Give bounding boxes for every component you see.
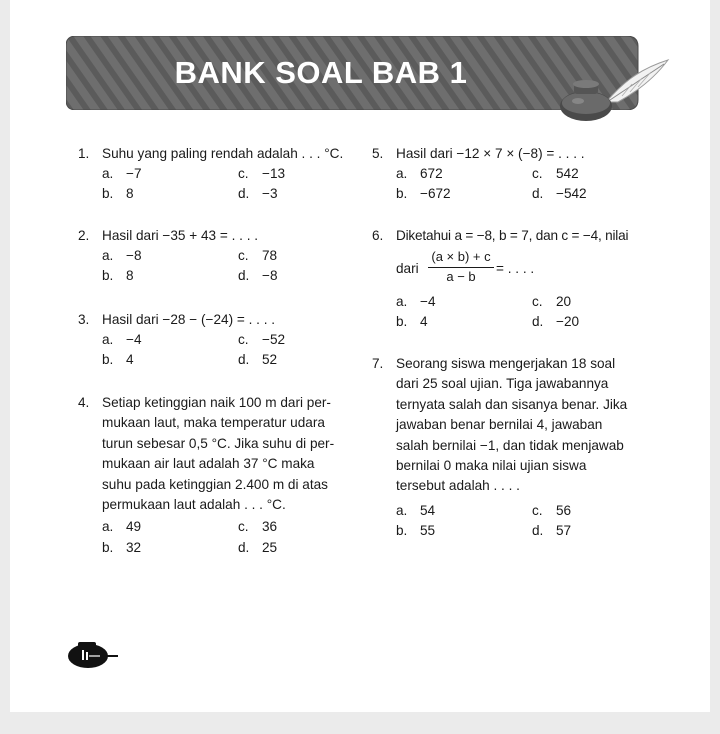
option-d[interactable] [238, 538, 277, 558]
option-value: −7 [126, 166, 142, 181]
option-value: 8 [126, 268, 134, 283]
question-number: 7. [372, 356, 384, 371]
text-line: turun sebesar 0,5 °C. Jika suhu di per- [102, 435, 335, 451]
option-b[interactable] [102, 184, 134, 204]
text-line: salah bernilai −1, dan tidak menjawab [396, 437, 624, 453]
text-line: suhu pada ketinggian 2.400 m di atas [102, 476, 328, 492]
option-b[interactable] [102, 538, 141, 558]
option-value: −672 [420, 186, 451, 201]
text-line: Seorang siswa mengerjakan 18 soal [396, 356, 616, 371]
text-line: mukaan laut, maka temperatur udara [102, 415, 325, 431]
option-letter: c. [532, 503, 543, 518]
question-number: 5. [372, 146, 384, 161]
banner-title: BANK SOAL BAB 1 [174, 55, 468, 90]
option-value: −20 [556, 314, 580, 329]
option-a[interactable] [102, 164, 142, 184]
text-line: ternyata salah dan sisanya benar. Jika [396, 396, 628, 412]
option-d[interactable] [238, 266, 278, 286]
option-letter: d. [532, 314, 544, 329]
dari-label: dari [396, 261, 419, 276]
option-value: −4 [420, 294, 436, 309]
text-line: Setiap ketinggian naik 100 m dari per- [102, 395, 331, 410]
text-line: permukaan laut adalah . . . °C. [102, 497, 286, 513]
option-value: 49 [126, 519, 142, 534]
option-a[interactable] [396, 164, 443, 184]
option-letter: a. [396, 294, 408, 309]
option-b[interactable] [102, 266, 134, 286]
option-letter: c. [238, 332, 249, 347]
option-letter: a. [396, 503, 408, 518]
option-a[interactable] [396, 501, 435, 521]
question-text: Hasil dari −28 − (−24) = . . . . [102, 312, 276, 327]
question-text [396, 354, 648, 497]
text-line: bernilai 0 maka nilai ujian siswa [396, 458, 587, 474]
option-value: 672 [420, 166, 443, 181]
fraction-numerator: (a × b) + c [431, 249, 491, 264]
option-value: 32 [126, 540, 142, 555]
option-value: 25 [262, 540, 278, 555]
option-a[interactable] [102, 330, 142, 350]
fraction-line [396, 248, 616, 290]
question-text: Suhu yang paling rendah adalah . . . °C. [102, 146, 344, 161]
option-letter: a. [102, 519, 114, 534]
option-letter: b. [396, 186, 408, 201]
option-value: −13 [262, 166, 286, 181]
option-letter: b. [102, 186, 114, 201]
inkpot-quill-icon [548, 56, 670, 122]
option-c[interactable] [238, 246, 277, 266]
option-c[interactable] [532, 292, 571, 312]
option-b[interactable] [102, 350, 134, 370]
option-value: −52 [262, 332, 286, 347]
option-c[interactable] [238, 517, 277, 537]
option-letter: c. [532, 166, 543, 181]
text-line: jawaban benar bernilai 4, jawaban [396, 417, 603, 433]
option-letter: a. [102, 166, 114, 181]
option-letter: d. [238, 268, 250, 283]
option-value: −8 [262, 268, 278, 283]
option-value: −8 [126, 248, 142, 263]
option-letter: b. [102, 352, 114, 367]
option-a[interactable] [102, 246, 142, 266]
option-d[interactable] [532, 521, 571, 541]
option-letter: c. [238, 248, 249, 263]
option-value: 4 [420, 314, 428, 329]
option-c[interactable] [238, 330, 285, 350]
option-a[interactable] [102, 517, 141, 537]
option-value: 57 [556, 523, 572, 538]
pot-sign-icon [66, 640, 120, 670]
question-number: 3. [78, 312, 90, 327]
option-d[interactable] [238, 350, 277, 370]
option-letter: b. [102, 540, 114, 555]
question-text [102, 393, 350, 515]
option-value: 8 [126, 186, 134, 201]
question-text: Diketahui a = −8, b = 7, dan c = −4, nilai [396, 228, 629, 243]
question-number: 2. [78, 228, 90, 243]
option-value: 20 [556, 294, 572, 309]
option-d[interactable] [532, 184, 587, 204]
question-number: 6. [372, 228, 384, 243]
text-line: mukaan air laut adalah 37 °C maka [102, 456, 315, 472]
question-number: 1. [78, 146, 90, 161]
option-c[interactable] [532, 501, 571, 521]
fraction-tail: = . . . . [496, 261, 535, 276]
option-value: −3 [262, 186, 278, 201]
fraction [426, 248, 496, 286]
option-b[interactable] [396, 184, 451, 204]
option-a[interactable] [396, 292, 436, 312]
option-letter: d. [532, 186, 544, 201]
option-letter: d. [532, 523, 544, 538]
option-value: 36 [262, 519, 278, 534]
option-value: 52 [262, 352, 278, 367]
option-letter: d. [238, 186, 250, 201]
option-c[interactable] [238, 164, 285, 184]
option-b[interactable] [396, 312, 428, 332]
option-letter: b. [396, 523, 408, 538]
option-value: 542 [556, 166, 579, 181]
option-d[interactable] [532, 312, 579, 332]
option-letter: c. [532, 294, 543, 309]
fraction-denominator: a − b [446, 269, 476, 284]
question-text: Hasil dari −12 × 7 × (−8) = . . . . [396, 146, 585, 161]
option-value: 4 [126, 352, 134, 367]
option-letter: d. [238, 540, 250, 555]
option-letter: d. [238, 352, 250, 367]
option-letter: c. [238, 166, 249, 181]
text-line: tersebut adalah . . . . [396, 478, 520, 494]
text-line: dari 25 soal ujian. Tiga jawabannya [396, 376, 609, 392]
option-value: −4 [126, 332, 142, 347]
option-letter: b. [102, 268, 114, 283]
option-value: 78 [262, 248, 278, 263]
option-d[interactable] [238, 184, 278, 204]
question-text: Hasil dari −35 + 43 = . . . . [102, 228, 259, 243]
option-letter: a. [396, 166, 408, 181]
option-letter: a. [102, 248, 114, 263]
option-letter: a. [102, 332, 114, 347]
question-number: 4. [78, 395, 90, 410]
option-value: −542 [556, 186, 587, 201]
option-value: 55 [420, 523, 436, 538]
option-value: 54 [420, 503, 436, 518]
option-letter: c. [238, 519, 249, 534]
option-value: 56 [556, 503, 572, 518]
option-letter: b. [396, 314, 408, 329]
option-c[interactable] [532, 164, 579, 184]
option-b[interactable] [396, 521, 435, 541]
